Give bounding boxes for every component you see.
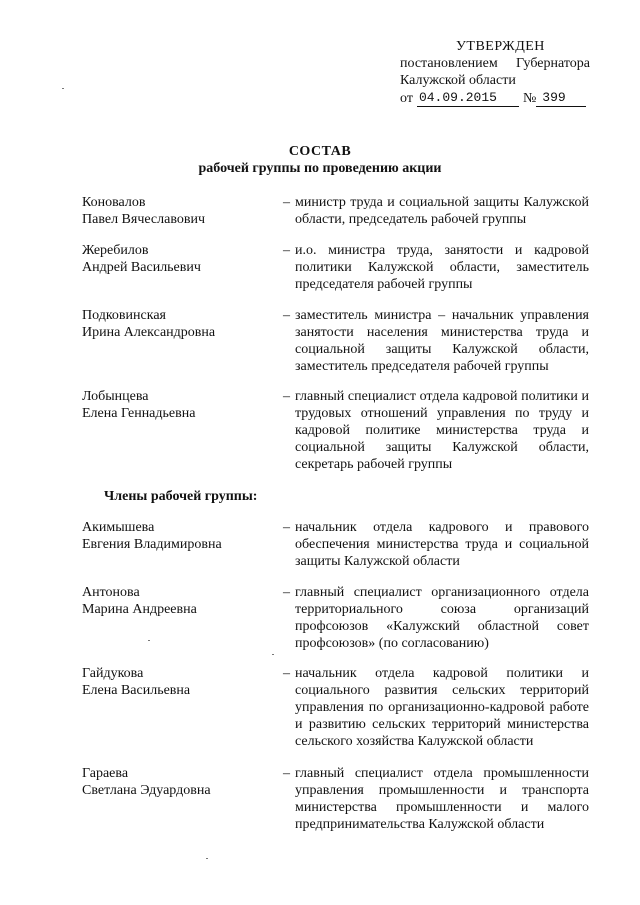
- member-position: начальник отдела кадрового и правового обеспечения министерства труда и социальной защиты Калужской области: [295, 520, 589, 569]
- member-given-name: Павел Вячеславович: [82, 212, 206, 227]
- approval-governor-word: Губернатора: [515, 56, 590, 71]
- member-surname: Коновалов: [82, 195, 146, 210]
- member-dash: –: [283, 195, 290, 210]
- member-name: [82, 519, 262, 553]
- approval-number-sign: №: [522, 91, 537, 106]
- member-dash: –: [283, 520, 290, 535]
- approval-decree-word: постановлением: [400, 56, 498, 71]
- member-surname: Жеребилов: [82, 243, 149, 258]
- approval-number: 399: [536, 89, 586, 107]
- member-surname: Гайдукова: [82, 666, 144, 681]
- approval-title: УТВЕРЖДЕН: [456, 39, 545, 54]
- member-name: [82, 388, 262, 422]
- member-given-name: Евгения Владимировна: [82, 537, 222, 552]
- member-name: [82, 584, 262, 618]
- document-title: СОСТАВ: [288, 144, 352, 159]
- members-heading: Члены рабочей группы:: [104, 489, 258, 504]
- scan-speck: [62, 88, 64, 89]
- member-given-name: Елена Васильевна: [82, 683, 191, 698]
- approval-date: 04.09.2015: [417, 89, 519, 107]
- member-name: [82, 194, 262, 228]
- member-position: министр труда и социальной защиты Калужской области, председатель рабочей группы: [295, 195, 589, 227]
- approval-line-decree: [400, 55, 590, 72]
- member-surname: Лобынцева: [82, 389, 149, 404]
- member-name: [82, 307, 262, 341]
- approval-ot: от: [400, 91, 413, 106]
- member-position: главный специалист организационного отдела территориального союза организаций профсоюзов «Калужский областной совет профсоюзов» (по согласованию): [295, 585, 589, 651]
- approval-region: Калужской области: [400, 73, 516, 88]
- member-position: главный специалист отдела кадровой политики и трудовых отношений управления по труду и кадровой политике министерства труда и социальной защиты Калужской области, секретарь рабочей группы: [295, 389, 589, 472]
- member-surname: Антонова: [82, 585, 140, 600]
- member-position: главный специалист отдела промышленности управления промышленности и транспорта министерства промышленности и малого предпринимательства Калужской области: [295, 766, 589, 832]
- scan-speck: [148, 640, 150, 641]
- member-surname: Подковинская: [82, 308, 166, 323]
- member-position: начальник отдела кадровой политики и социального развития сельских территорий управления по организационно-кадровой работе и развитию сельских территорий министерства сельского хозяйства Калужской области: [295, 666, 589, 749]
- member-dash: –: [283, 308, 290, 323]
- member-dash: –: [283, 666, 290, 681]
- member-name: [82, 242, 262, 276]
- approval-date-line: [400, 89, 590, 107]
- member-surname: Акимышева: [82, 520, 155, 535]
- member-surname: Гараева: [82, 766, 129, 781]
- member-dash: –: [283, 766, 290, 781]
- member-position: заместитель министра – начальник управления занятости населения министерства труда и социальной защиты Калужской области, заместитель председателя рабочей группы: [295, 308, 589, 374]
- member-name: [82, 765, 262, 799]
- member-given-name: Светлана Эдуардовна: [82, 783, 211, 798]
- approval-block: [400, 38, 590, 107]
- member-given-name: Елена Геннадьевна: [82, 406, 196, 421]
- member-dash: –: [283, 243, 290, 258]
- member-position: и.о. министра труда, занятости и кадровой политики Калужской области, заместитель председателя рабочей группы: [295, 243, 589, 292]
- scan-speck: [206, 858, 208, 859]
- member-given-name: Марина Андреевна: [82, 602, 197, 617]
- document-subtitle: рабочей группы по проведению акции: [198, 161, 442, 176]
- member-dash: –: [283, 389, 290, 404]
- member-dash: –: [283, 585, 290, 600]
- member-given-name: Андрей Васильевич: [82, 260, 201, 275]
- member-name: [82, 665, 262, 699]
- scan-speck: [272, 654, 274, 655]
- member-given-name: Ирина Александровна: [82, 325, 216, 340]
